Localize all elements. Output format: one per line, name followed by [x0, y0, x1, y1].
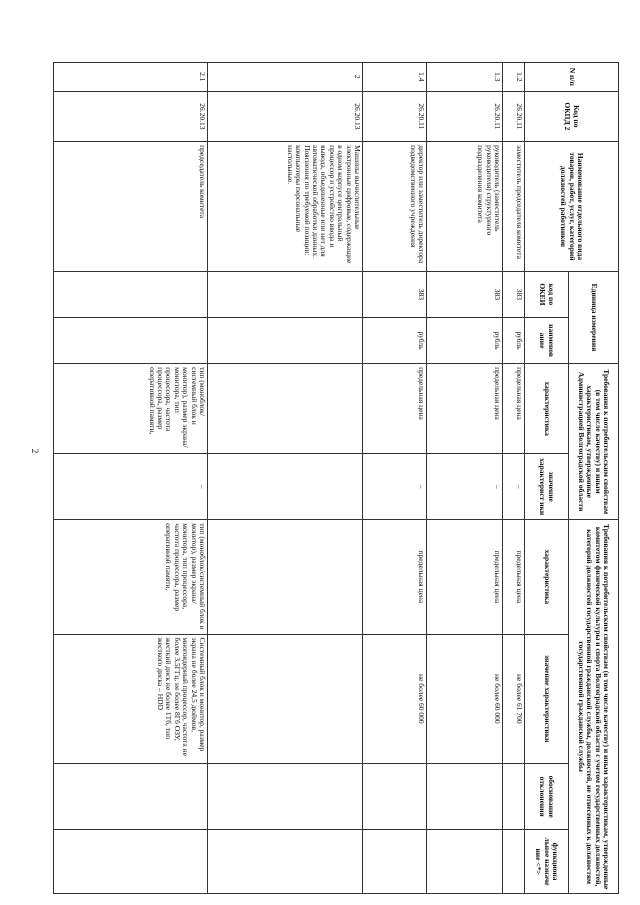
cell-okpd: 26.20.11 [503, 91, 525, 142]
cell-num: 2 [208, 63, 363, 92]
header-unit-group: Единица измерения [569, 271, 619, 363]
cell-admin-value: – [54, 454, 208, 520]
cell-admin-value: – [427, 454, 503, 520]
table-row [54, 63, 208, 894]
header-admin-value: значение характерист ики [525, 454, 569, 520]
header-num: N п/п [525, 63, 619, 92]
cell-code [208, 271, 363, 317]
page-number: 2 [30, 448, 40, 454]
cell-function [54, 830, 208, 894]
cell-name: заместитель председателя комитета [503, 142, 525, 272]
cell-name: руководитель (заместитель руководителя) структурного подразделения комитета [427, 142, 503, 272]
header-committee-group: Требования к потребительским свойствам (в том числе качеству) и иным характеристикам, утвержденные комитетом физической культуры и спорта Волгоградской области с учетом государственных должностей, категорий должностей государственной гражданской службы, должностей, не отнесенных к должностям государственной гражданской службы [569, 520, 619, 894]
header-okpd: Код по ОКПД 2 [525, 91, 619, 142]
cell-justification [208, 764, 363, 830]
cell-function [427, 830, 503, 894]
cell-char: предельная цена [427, 520, 503, 634]
cell-char: предельная цена [363, 520, 427, 634]
cell-code: 383 [363, 271, 427, 317]
cell-okpd: 26.20.11 [427, 91, 503, 142]
cell-num: 2.1 [54, 63, 208, 92]
requirements-table [53, 62, 619, 894]
cell-value: не более 60 000 [427, 634, 503, 764]
cell-okpd: 26.20.13 [54, 91, 208, 142]
cell-num: 1.3 [427, 63, 503, 92]
header-admin-char: характеристика [525, 364, 569, 454]
cell-name: Машины вычислительные электронные цифровые, содержащие в одном корпусе центральный процессор и устройство ввода и вывода, объединенные или нет для автоматической обработки данных. Пояснения по требуемой позиции: компьютеры персональные настольные. [208, 142, 363, 272]
cell-function [208, 830, 363, 894]
table-row [208, 63, 363, 894]
cell-justification [363, 764, 427, 830]
header-justification: обоснование отклонения [525, 764, 569, 830]
cell-code: 383 [427, 271, 503, 317]
cell-char: тип (моноблок/системный блок и монитор), размер экрана/монитора, тип процессора, частота процессора, размер оперативной памяти, [54, 520, 208, 634]
cell-num: 1.4 [363, 63, 427, 92]
cell-admin-char [208, 364, 363, 454]
cell-admin-char: предельная цена [503, 364, 525, 454]
cell-admin-value: – [503, 454, 525, 520]
cell-function [363, 830, 427, 894]
table-row [363, 63, 427, 894]
cell-name: директор или заместитель директора подведомственного учреждения [363, 142, 427, 272]
cell-unit: рубль [427, 317, 503, 363]
cell-unit [208, 317, 363, 363]
cell-char: предельная цена [503, 520, 525, 634]
cell-justification [427, 764, 503, 830]
cell-okpd: 26.20.13 [208, 91, 363, 142]
cell-unit: рубль [503, 317, 525, 363]
cell-num: 1.2 [503, 63, 525, 92]
cell-function [503, 830, 525, 894]
cell-justification [503, 764, 525, 830]
cell-admin-value [208, 454, 363, 520]
cell-admin-value: – [363, 454, 427, 520]
cell-unit [54, 317, 208, 363]
table-row [427, 63, 503, 894]
cell-admin-char: предельная цена [363, 364, 427, 454]
cell-justification [54, 764, 208, 830]
cell-admin-char: тип (моноблок/системный блок и монитор), размер экрана/монитора, тип процессора, частота процессора, размер оперативной памяти, [54, 364, 208, 454]
cell-char [208, 520, 363, 634]
header-unit-name: наименов ание [525, 317, 569, 363]
header-function: функциона льное назначе ние <*> [525, 830, 569, 894]
header-name: Наименование отдельного вида товаров, работ, услуг, категорий должностей работников [525, 142, 619, 272]
header-char: характеристика [525, 520, 569, 634]
header-unit-code: код по ОКЕИ [525, 271, 569, 317]
cell-okpd: 26.20.11 [363, 91, 427, 142]
document-sheet [54, 62, 619, 894]
table-row [503, 63, 525, 894]
cell-value [208, 634, 363, 764]
header-value: значение характеристики [525, 634, 569, 764]
cell-name: председатель комитета [54, 142, 208, 272]
header-admin-group: Требования к потребительским свойствам (в том числе качеству) и иным характеристикам, утвержденные Администрацией Волгоградской области [569, 364, 619, 520]
cell-admin-char: предельная цена [427, 364, 503, 454]
cell-code: 383 [503, 271, 525, 317]
cell-value: не более 60 000 [363, 634, 427, 764]
cell-code [54, 271, 208, 317]
cell-value: не более 61 700 [503, 634, 525, 764]
cell-unit: рубль [363, 317, 427, 363]
cell-value: Системный блок и монитор, размер экрана не более 24,5 дюймов, многоядерный процессор, частота не более 3,5ГГц, не более 8Гб ОЗУ, жесткий диск не более 1Тб, тип жесткого диска – HDD [54, 634, 208, 764]
